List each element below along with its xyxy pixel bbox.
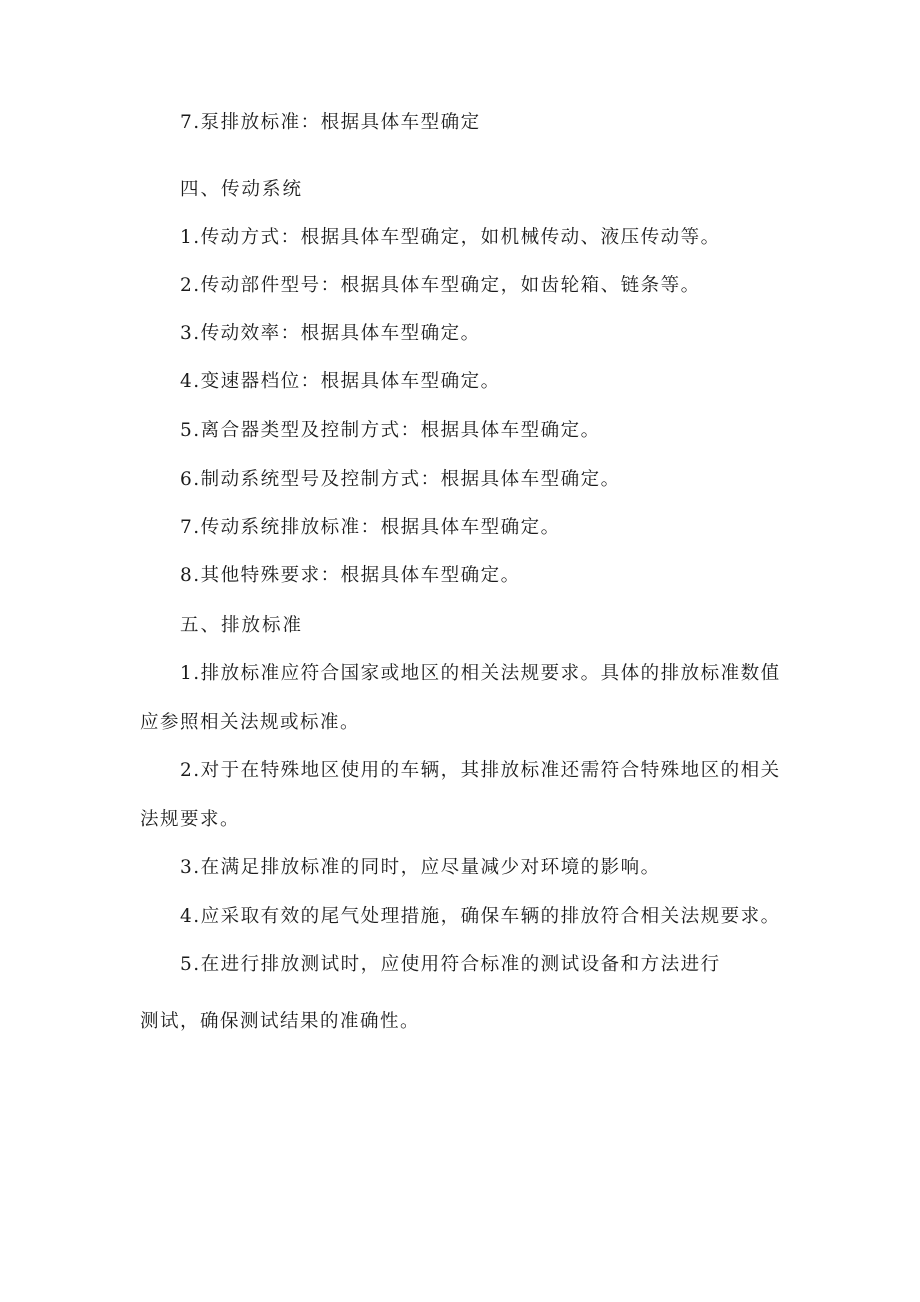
paragraph-transmission-efficiency: 3.传动效率：根据具体车型确定。 <box>180 323 481 344</box>
section-heading-transmission: 四、传动系统 <box>180 179 304 200</box>
paragraph-emission-1-line1: 1.排放标准应符合国家或地区的相关法规要求。具体的排放标准数值 <box>180 663 781 684</box>
section-heading-emission: 五、排放标准 <box>180 615 304 636</box>
paragraph-pump-emission: 7.泵排放标准：根据具体车型确定 <box>180 112 481 133</box>
paragraph-transmission-mode: 1.传动方式：根据具体车型确定，如机械传动、液压传动等。 <box>180 227 721 248</box>
paragraph-transmission-emission: 7.传动系统排放标准：根据具体车型确定。 <box>180 517 561 538</box>
paragraph-clutch-type: 5.离合器类型及控制方式：根据具体车型确定。 <box>180 420 601 441</box>
paragraph-brake-system: 6.制动系统型号及控制方式：根据具体车型确定。 <box>180 469 621 490</box>
paragraph-emission-2-line2: 法规要求。 <box>140 809 241 830</box>
paragraph-emission-2-line1: 2.对于在特殊地区使用的车辆，其排放标准还需符合特殊地区的相关 <box>180 760 781 781</box>
paragraph-emission-5-line1: 5.在进行排放测试时，应使用符合标准的测试设备和方法进行 <box>180 954 721 975</box>
paragraph-other-requirements: 8.其他特殊要求：根据具体车型确定。 <box>180 565 521 586</box>
paragraph-emission-5-line2: 测试，确保测试结果的准确性。 <box>140 1011 421 1032</box>
paragraph-emission-1-line2: 应参照相关法规或标准。 <box>140 712 361 733</box>
paragraph-emission-3: 3.在满足排放标准的同时，应尽量减少对环境的影响。 <box>180 857 661 878</box>
paragraph-gearbox-gears: 4.变速器档位：根据具体车型确定。 <box>180 371 501 392</box>
paragraph-emission-4: 4.应采取有效的尾气处理措施，确保车辆的排放符合相关法规要求。 <box>180 906 781 927</box>
paragraph-transmission-parts: 2.传动部件型号：根据具体车型确定，如齿轮箱、链条等。 <box>180 275 701 296</box>
